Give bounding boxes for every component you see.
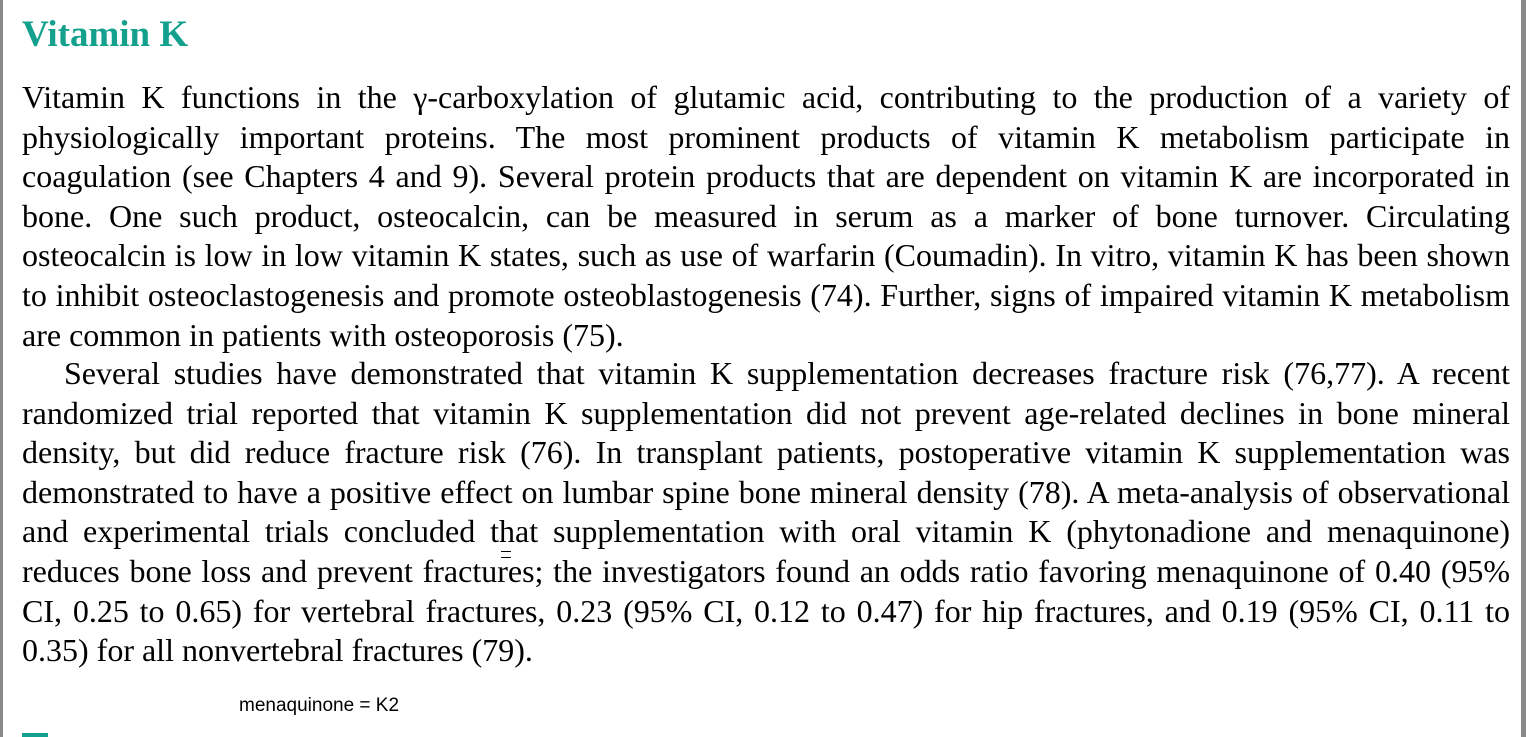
next-heading-fragment [22,733,48,737]
section-title: Vitamin K [22,14,189,55]
annotation-marker [501,551,511,558]
annotation-note: menaquinone = K2 [239,695,400,716]
body-paragraph-1: Vitamin K functions in the γ-carboxylation of glutamic acid, contributing to the production of a variety of physiologically important proteins. The most prominent products of vitamin K metabolism participate in coagulation (see Chapters 4 and 9). Several protein products that are dependent on vitamin K are incorporated in bone. One such product, osteocalcin, can be measured in serum as a marker of bone turnover. Circulating osteocalcin is low in low vitamin K states, such as use of warfarin (Coumadin). In vitro, vitamin K has been shown to inhibit osteoclastogenesis and promote osteoblastogenesis (74). Further, signs of impaired vitamin K metabolism are common in patients with osteoporosis (75). [22,79,1510,353]
body-paragraph-2: Several studies have demonstrated that vitamin K supplementation decreases fracture risk (76,77). A recent randomized trial reported that vitamin K supplementation did not prevent age-related declines in bone mineral density, but did reduce fracture risk (76). In transplant patients, postoperative vitamin K supplementation was demonstrated to have a positive effect on lumbar spine bone mineral density (78). A meta-analysis of observational and experimental trials concluded that supplementation with oral vitamin K (phytonadione and menaquinone) reduces bone loss and prevent fractures; the investigators found an odds ratio favoring menaquinone of 0.40 (95% CI, 0.25 to 0.65) for vertebral fractures, 0.23 (95% CI, 0.12 to 0.47) for hip fractures, and 0.19 (95% CI, 0.11 to 0.35) for all nonvertebral fractures (79). [22,355,1510,669]
